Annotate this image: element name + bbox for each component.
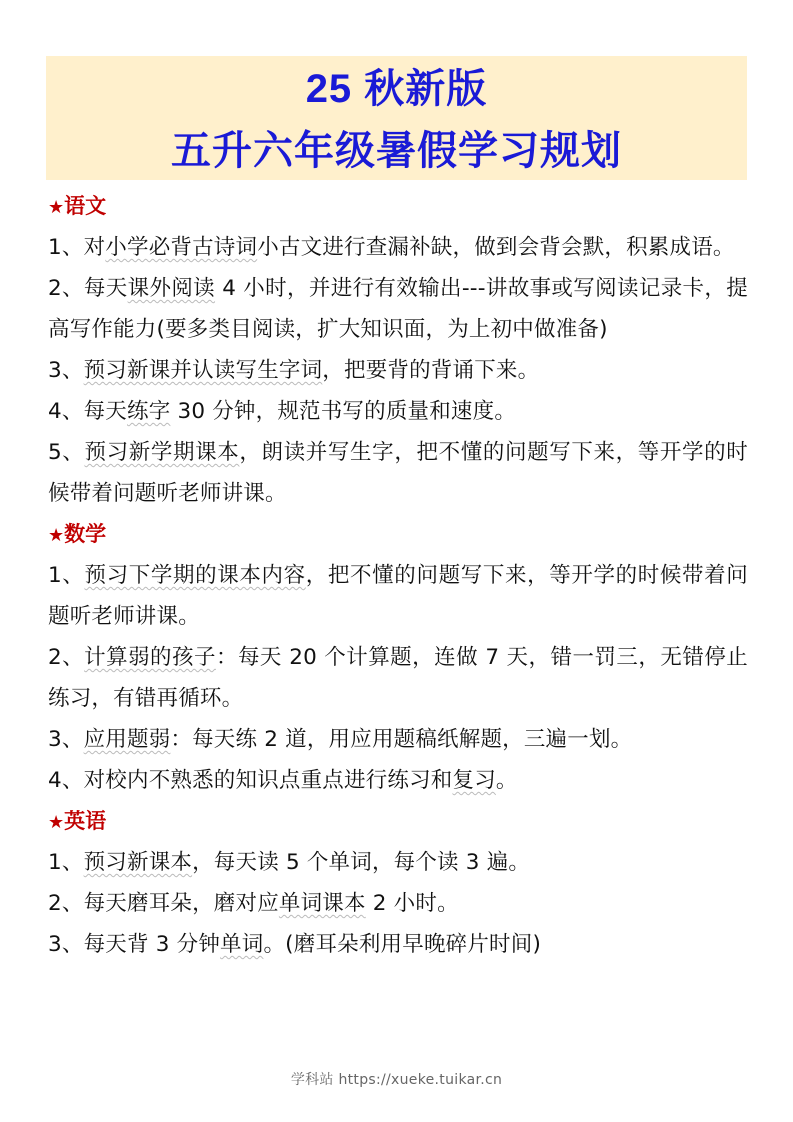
item-text-underlined: 预习新课本 [83, 850, 193, 875]
title-banner [46, 56, 747, 180]
item-text-underlined: 课外阅读 [127, 276, 216, 301]
section-heading-label: 英语 [64, 809, 107, 833]
item-number: 4、 [48, 768, 84, 793]
item-text-underlined: 复习 [452, 768, 496, 793]
list-item [48, 555, 748, 637]
list-item [48, 637, 748, 719]
item-number: 1、 [48, 850, 84, 875]
item-text-underlined: 练字 [127, 399, 171, 424]
section-heading-label: 数学 [64, 522, 107, 546]
star-icon: ★ [48, 525, 65, 546]
item-number: 2、 [48, 645, 85, 670]
star-icon: ★ [48, 812, 65, 833]
item-text: ，把不懂的问题写下来，等开学的时候带着问题听老师讲课。 [48, 563, 748, 629]
item-text: 对校内不熟悉的知识点重点进行练习和 [83, 768, 453, 793]
list-item [48, 883, 748, 924]
section-heading-label: 语文 [64, 194, 107, 218]
item-text-underlined: 单词课本 [278, 891, 366, 916]
item-text: ：每天练 2 道，用应用题稿纸解题，三遍一划。 [170, 727, 633, 752]
list-item [48, 227, 748, 268]
item-text-underlined: 小学必背古诗词 [105, 235, 258, 260]
title-line-1: 25 秋新版 [305, 67, 488, 111]
item-text-underlined: 计算弱的孩子 [84, 645, 216, 670]
item-text-underlined: 预习新学期课本 [84, 440, 240, 465]
section-chinese [48, 186, 748, 514]
list-item [48, 760, 748, 801]
list-item [48, 268, 748, 350]
star-icon: ★ [48, 197, 65, 218]
list-item [48, 842, 748, 883]
list-item [48, 719, 748, 760]
item-text: 。(磨耳朵利用早晚碎片时间) [263, 932, 542, 957]
section-heading [48, 801, 748, 842]
item-text: 30 分钟，规范书写的质量和速度。 [170, 399, 517, 424]
item-number: 3、 [48, 727, 84, 752]
item-number: 4、 [48, 399, 84, 424]
document-body [48, 186, 748, 965]
section-math [48, 514, 748, 801]
item-text: 对 [83, 235, 106, 260]
section-heading [48, 514, 748, 555]
item-text-underlined: 预习下学期的课本内容 [84, 563, 306, 588]
section-english [48, 801, 748, 965]
item-number: 1、 [48, 563, 85, 588]
item-text-underlined: 单词 [220, 932, 264, 957]
item-text: 每天 [83, 276, 128, 301]
section-heading [48, 186, 748, 227]
item-number: 2、 [48, 891, 84, 916]
item-number: 5、 [48, 440, 85, 465]
item-number: 3、 [48, 932, 84, 957]
item-number: 3、 [48, 358, 84, 383]
list-item [48, 391, 748, 432]
item-text: 每天背 3 分钟 [83, 932, 221, 957]
title-line-2: 五升六年级暑假学习规划 [171, 129, 622, 173]
item-text: ：每天 20 个计算题，连做 7 天，错一罚三，无错停止练习，有错再循环。 [48, 645, 748, 711]
item-text: ，朗读并写生字，把不懂的问题写下来，等开学的时候带着问题听老师讲课。 [48, 440, 748, 506]
item-text-underlined: 预习新课并认读写生字词 [83, 358, 323, 383]
item-text: 小古文进行查漏补缺，做到会背会默，积累成语。 [257, 235, 735, 260]
list-item [48, 924, 748, 965]
list-item [48, 432, 748, 514]
item-text: 每天磨耳朵，磨对应 [83, 891, 279, 916]
item-text: 每天 [83, 399, 127, 424]
item-text: 。 [495, 768, 518, 793]
item-number: 1、 [48, 235, 84, 260]
item-text: ，把要背的背诵下来。 [322, 358, 540, 383]
item-text: ，每天读 5 个单词，每个读 3 遍。 [192, 850, 531, 875]
item-text-underlined: 应用题弱 [83, 727, 171, 752]
item-text: 4 小时，并进行有效输出---讲故事或写阅读记录卡，提高写作能力(要多类目阅读，扩大知识面，为上初中做准备) [48, 276, 748, 342]
item-text: 2 小时。 [365, 891, 459, 916]
list-item [48, 350, 748, 391]
item-number: 2、 [48, 276, 84, 301]
footer-watermark: 学科站 https://xueke.tuikar.cn [290, 1072, 503, 1088]
